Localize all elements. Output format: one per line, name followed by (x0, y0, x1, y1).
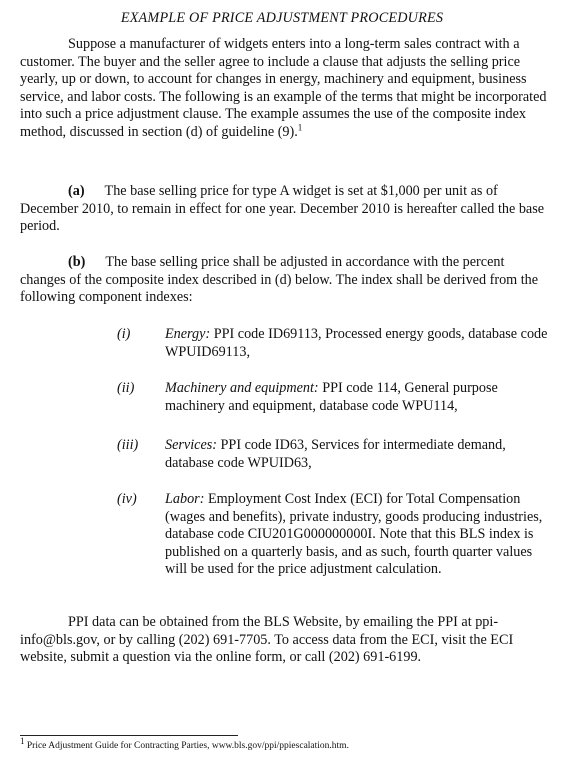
section-b-label: (b) (68, 254, 86, 270)
footnote-text: Price Adjustment Guide for Contracting Parties, www.bls.gov/ppi/ppiescalation.htm. (24, 741, 349, 751)
component-text: PPI code 114, General purpose machinery and equipment, database code WPU114, (165, 380, 498, 414)
component-body (165, 380, 555, 415)
closing-paragraph (20, 614, 548, 667)
section-a-paragraph (20, 183, 548, 236)
intro-text: Suppose a manufacturer of widgets enters into a long-term sales contract with a customer. The buyer and the seller agree to include a clause that adjusts the selling price yearly, up or down, to account for changes in energy, machinery and equipment, business service, and labor costs. The following is an example of the terms that might be incorporated into such a price adjustment clause. The example assumes the use of the composite index method, discussed in section (d) of guideline (9). (20, 36, 547, 140)
component-category: Services: (165, 437, 217, 453)
footnote-number: 1 (20, 735, 25, 746)
component-body (165, 437, 555, 472)
component-text: PPI code ID69113, Processed energy goods, database code WPUID69113, (165, 326, 548, 360)
component-num: (ii) (117, 380, 135, 396)
footnote-divider (20, 735, 238, 736)
footnote (20, 735, 550, 752)
component-num: (iii) (117, 437, 139, 453)
component-text: PPI code ID63, Services for intermediate demand, database code WPUID63, (165, 437, 506, 471)
section-a-label: (a) (68, 183, 85, 199)
closing-text: PPI data can be obtained from the BLS Website, by emailing the PPI at ppi-info@bls.gov, or by calling (202) 691-7705. To access data from the ECI, visit the ECI website, submit a question via the online form, or call (202) 691-6199. (20, 614, 514, 665)
section-b-text: The base selling price shall be adjusted in accordance with the percent changes of the composite index described in (d) below. The index shall be derived from the following component indexes: (20, 254, 539, 305)
intro-paragraph (20, 36, 548, 141)
component-category: Labor: (165, 491, 205, 507)
footnote-ref: 1 (297, 121, 303, 132)
component-category: Energy: (165, 326, 211, 342)
section-a-text: The base selling price for type A widget is set at $1,000 per unit as of December 2010, to remain in effect for one year. December 2010 is hereafter called the base period. (20, 183, 545, 234)
component-num: (i) (117, 326, 131, 342)
component-category: Machinery and equipment: (165, 380, 319, 396)
component-body (165, 326, 555, 361)
section-b-paragraph (20, 254, 548, 307)
component-text: Employment Cost Index (ECI) for Total Compensation (wages and benefits), private industry, goods producing industries, database code CIU201G000000000I. Note that this BLS index is published on a quarterly basis, and as such, fourth quarter values will be used for the price adjustment calculation. (165, 491, 543, 577)
component-body (165, 491, 555, 579)
component-num: (iv) (117, 491, 137, 507)
document-title: EXAMPLE OF PRICE ADJUSTMENT PROCEDURES (120, 10, 444, 26)
